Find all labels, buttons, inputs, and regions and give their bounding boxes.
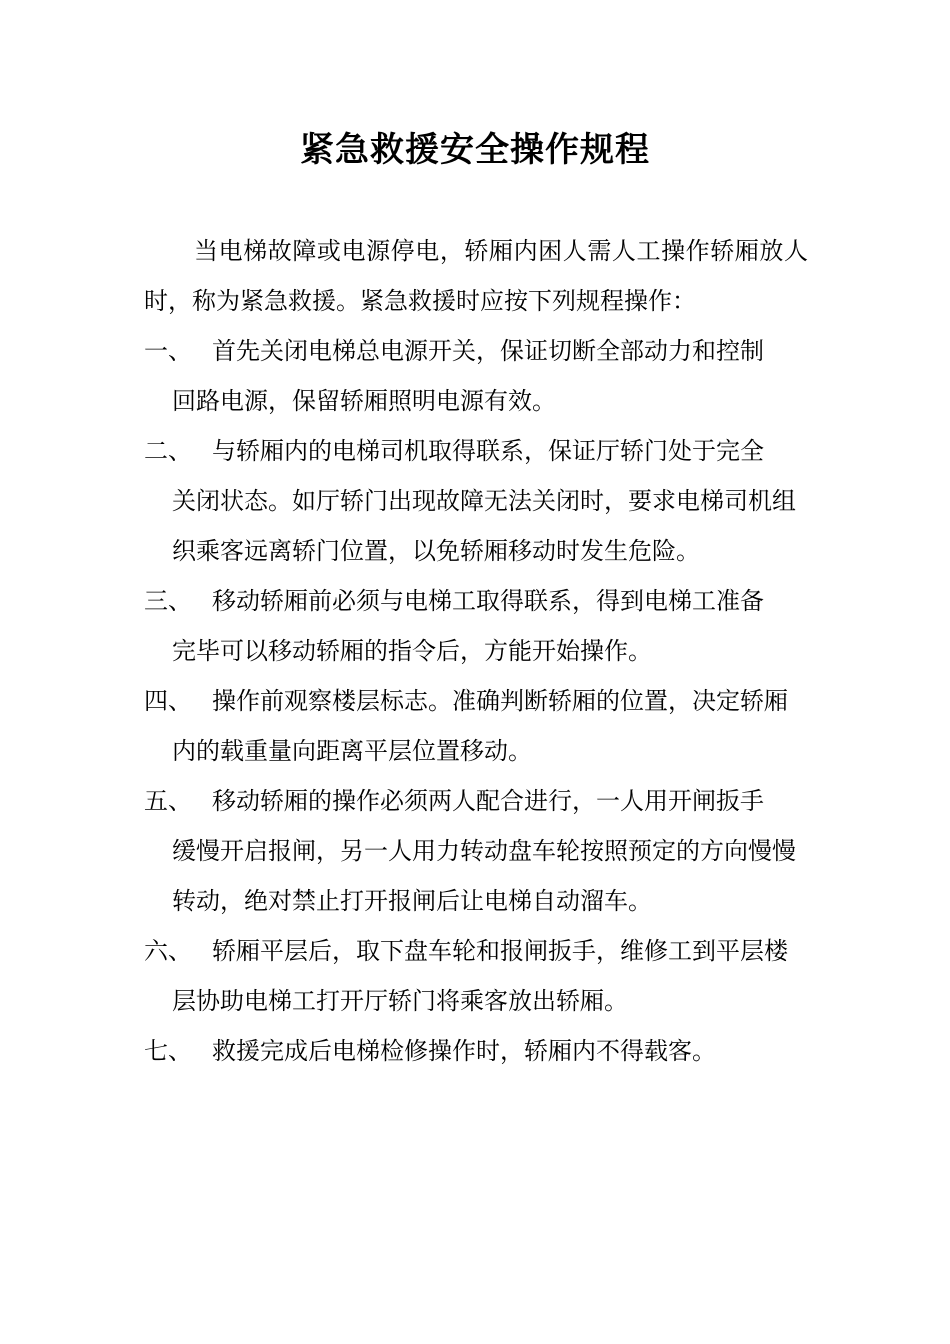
- rule-text-continuation: 层协助电梯工打开厅轿门将乘客放出轿厢。: [172, 987, 628, 1015]
- document-body: [144, 226, 808, 1076]
- rule-text-continuation: 回路电源，保留轿厢照明电源有效。: [172, 387, 556, 415]
- rule-text: [172, 676, 808, 776]
- rule-item: [144, 576, 808, 676]
- rule-text-first-line: 首先关闭电梯总电源开关，保证切断全部动力和控制: [212, 337, 764, 365]
- rule-text: [172, 776, 808, 926]
- rule-text-first-line: 操作前观察楼层标志。准确判断轿厢的位置，决定轿厢: [212, 687, 788, 715]
- rule-item: [144, 926, 808, 1026]
- rule-text-first-line: 移动轿厢的操作必须两人配合进行，一人用开闸扳手: [212, 787, 764, 815]
- rule-text: [172, 326, 808, 426]
- rule-text-first-line: 移动轿厢前必须与电梯工取得联系，得到电梯工准备: [212, 587, 764, 615]
- rule-item: [144, 426, 808, 576]
- rule-text: [172, 576, 808, 676]
- rule-number: 三、: [144, 587, 192, 615]
- rule-number: 四、: [144, 687, 192, 715]
- rule-text: [172, 426, 808, 576]
- rule-number: 六、: [144, 937, 192, 965]
- rule-item: [144, 1026, 808, 1076]
- rule-number: 二、: [144, 437, 192, 465]
- rule-text: [212, 1026, 808, 1076]
- rule-number: 一、: [144, 337, 192, 365]
- rule-text-continuation: 缓慢开启报闸，另一人用力转动盘车轮按照预定的方向慢慢转动，绝对禁止打开报闸后让电梯自动溜车。: [172, 837, 796, 915]
- rule-text-continuation: 关闭状态。如厅轿门出现故障无法关闭时，要求电梯司机组织乘客远离轿门位置，以免轿厢移动时发生危险。: [172, 487, 796, 565]
- rule-number: 五、: [144, 787, 192, 815]
- rule-text-first-line: 与轿厢内的电梯司机取得联系，保证厅轿门处于完全: [212, 437, 764, 465]
- intro-paragraph: 当电梯故障或电源停电，轿厢内困人需人工操作轿厢放人时，称为紧急救援。紧急救援时应按下列规程操作：: [144, 237, 808, 315]
- rule-text: [172, 926, 808, 1026]
- rule-item: [144, 326, 808, 426]
- rule-text-first-line: 救援完成后电梯检修操作时，轿厢内不得载客。: [212, 1037, 716, 1065]
- rule-item: [144, 676, 808, 776]
- rule-text-continuation: 完毕可以移动轿厢的指令后，方能开始操作。: [172, 637, 652, 665]
- rule-text-continuation: 内的载重量向距离平层位置移动。: [172, 737, 532, 765]
- rule-text-first-line: 轿厢平层后，取下盘车轮和报闸扳手，维修工到平层楼: [212, 937, 788, 965]
- rule-item: [144, 776, 808, 926]
- rule-number: 七、: [144, 1037, 192, 1065]
- document-title: 紧急救援安全操作规程: [300, 130, 650, 170]
